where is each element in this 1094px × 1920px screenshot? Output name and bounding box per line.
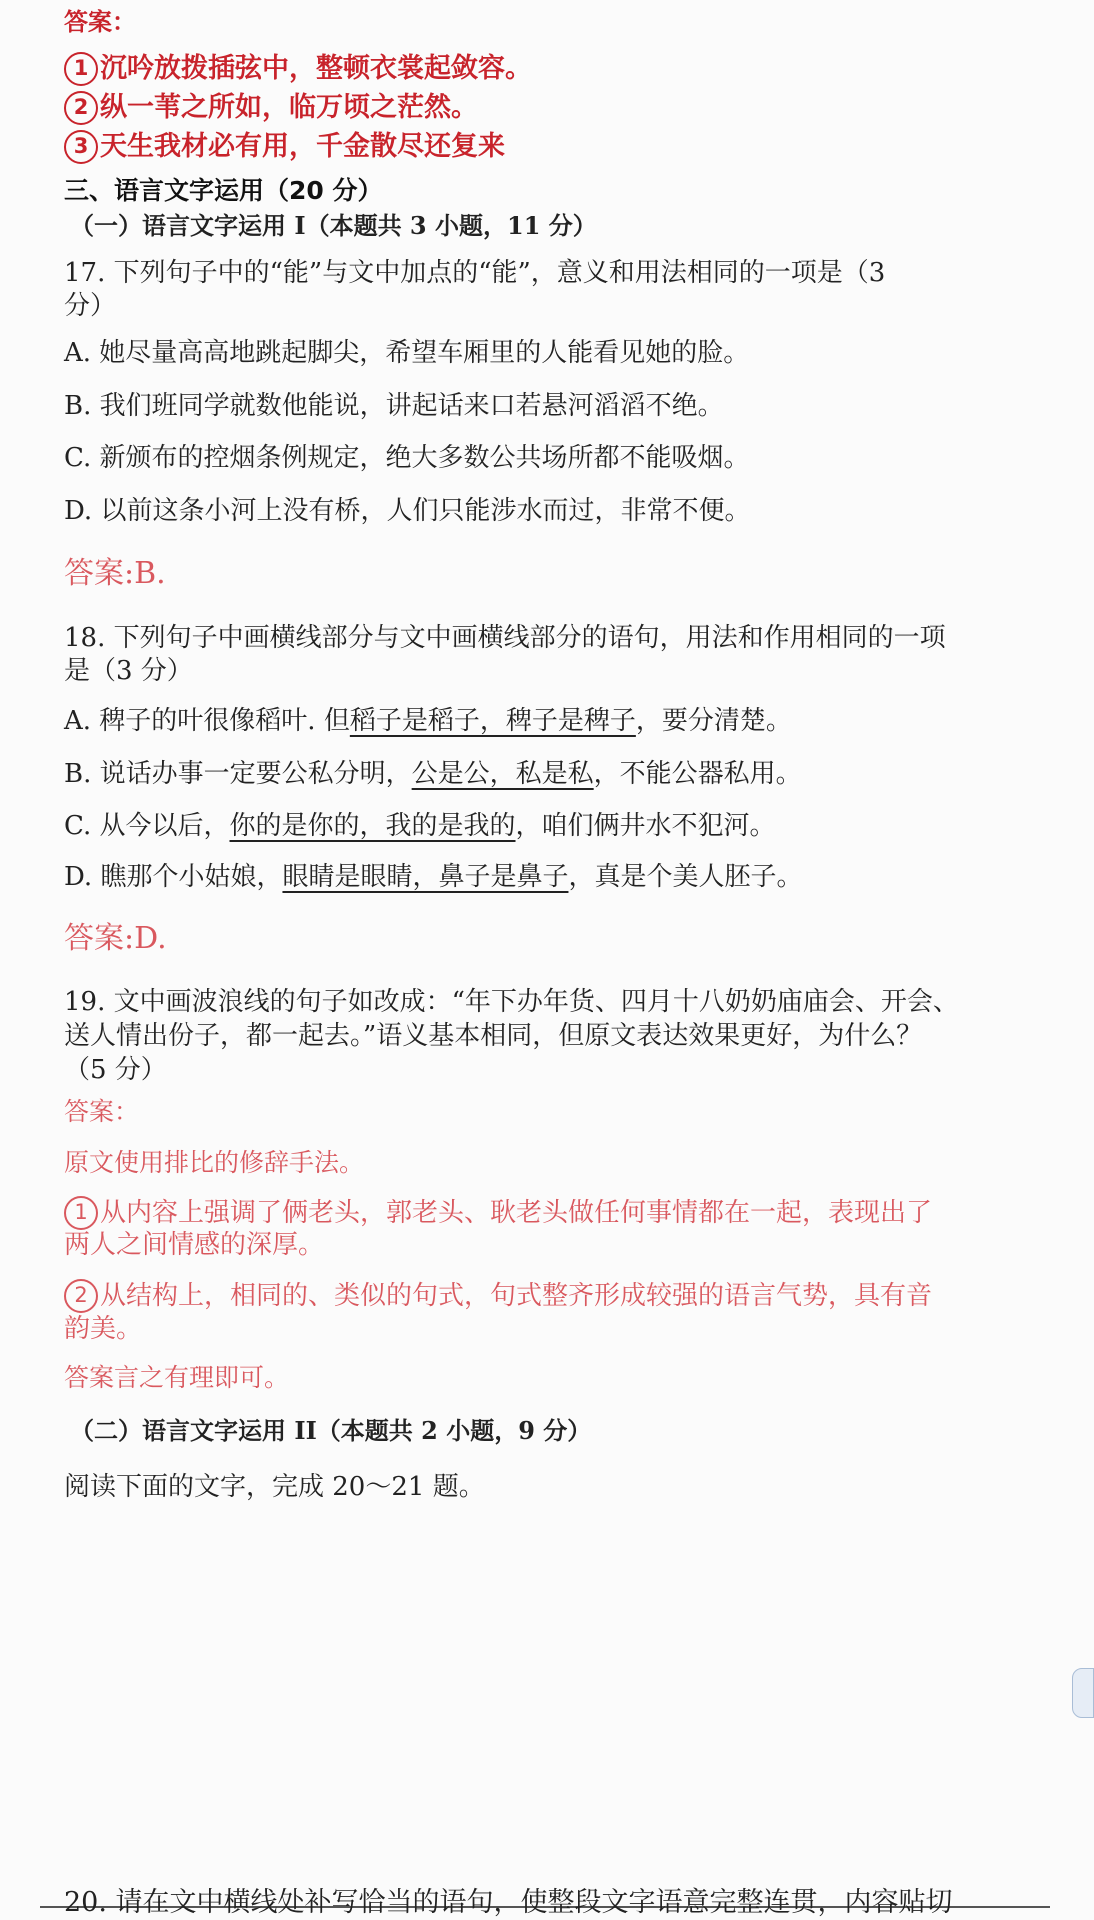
- q19-stem-line3: （5 分）: [64, 1055, 167, 1085]
- cut-off-question: [64, 1887, 953, 1920]
- q19-answer-intro: 原文使用排比的修辞手法。: [64, 1148, 365, 1177]
- point-text: 从结构上，相同的、类似的句式，句式整齐形成较强的语言气势，具有音: [100, 1281, 933, 1311]
- option-text: B. 说话办事一定要公私分明，: [64, 759, 412, 789]
- q19-answer-label: 答案：: [64, 1097, 140, 1126]
- answer-label-1: 答案：: [64, 8, 136, 36]
- q19-answer-note: 答案言之有理即可。: [64, 1363, 290, 1392]
- q17-option-c: C. 新颁布的控烟条例规定，绝大多数公共场所都不能吸烟。: [64, 443, 750, 473]
- underlined-text: 公是公，私是私: [411, 759, 594, 789]
- answer-item-text: 天生我材必有用，千金散尽还复来: [100, 131, 505, 162]
- q18-option-c: [64, 811, 776, 842]
- answer-item-2: [64, 91, 478, 125]
- q17-stem-line2: 分）: [64, 291, 117, 321]
- q19-point-2-line2: 韵美。: [64, 1314, 143, 1344]
- option-text: ，要分清楚。: [635, 706, 792, 736]
- q17-option-d: D. 以前这条小河上没有桥，人们只能涉水而过，非常不便。: [64, 496, 751, 526]
- underlined-text: 稻子是稻子，稗子是稗子: [349, 706, 636, 736]
- option-text: C. 从今以后，: [64, 811, 230, 841]
- reading-instruction: 阅读下面的文字，完成 20～21 题。: [64, 1472, 485, 1502]
- q19-stem-line1: 19. 文中画波浪线的句子如改成：“年下办年货、四月十八奶奶庙庙会、开会、: [64, 987, 959, 1017]
- q18-option-d: [64, 862, 802, 893]
- q18-stem-line2: 是（3 分）: [64, 656, 193, 686]
- q18-option-a: [64, 706, 792, 737]
- q18-answer: 答案:D.: [64, 921, 167, 956]
- option-text: ，不能公器私用。: [593, 759, 802, 789]
- section-title: 三、语言文字运用（20 分）: [64, 176, 383, 205]
- answer-item-1: [64, 52, 532, 86]
- circled-number-2: 2: [64, 91, 98, 125]
- q17-stem-line1: 17. 下列句子中的“能”与文中加点的“能”，意义和用法相同的一项是（3: [64, 258, 886, 288]
- q17-option-b: B. 我们班同学就数他能说，讲起话来口若悬河滔滔不绝。: [64, 391, 724, 421]
- q19-stem-line2: 送人情出份子，都一起去。”语义基本相同，但原文表达效果更好，为什么？: [64, 1021, 923, 1051]
- answer-item-text: 沉吟放拨插弦中，整顿衣裳起敛容。: [100, 53, 532, 84]
- circled-number-1: 1: [64, 52, 98, 86]
- floating-side-handle[interactable]: [1072, 1668, 1094, 1718]
- point-text: 从内容上强调了俩老头，郭老头、耿老头做任何事情都在一起，表现出了: [100, 1198, 933, 1228]
- q17-answer: 答案:B.: [64, 556, 166, 591]
- q19-point-2-line1: [64, 1279, 932, 1313]
- underlined-text: 眼睛是眼睛，鼻子是鼻子: [282, 862, 569, 892]
- circled-number-1: 1: [64, 1196, 98, 1230]
- underlined-text: 你的是你的，我的是我的: [229, 811, 516, 841]
- q18-stem-line1: 18. 下列句子中画横线部分与文中画横线部分的语句，用法和作用相同的一项: [64, 623, 946, 653]
- circled-number-3: 3: [64, 130, 98, 164]
- answer-item-text: 纵一苇之所如，临万顷之茫然。: [100, 92, 478, 123]
- subsection-title-1: （一）语言文字运用 I（本题共 3 小题，11 分）: [70, 211, 597, 240]
- option-text: ，真是个美人胚子。: [568, 862, 803, 892]
- answer-item-3: [64, 130, 505, 164]
- q19-point-1-line2: 两人之间情感的深厚。: [64, 1230, 325, 1260]
- circled-number-2: 2: [64, 1279, 98, 1313]
- q19-point-1-line1: [64, 1196, 932, 1230]
- cut-off-question-text: 20. 请在文中横线处补写恰当的语句，使整段文字语意完整连贯，内容贴切: [64, 1887, 953, 1918]
- option-text: D. 瞧那个小姑娘，: [64, 862, 283, 892]
- option-text: ，咱们俩井水不犯河。: [515, 811, 776, 841]
- option-text: A. 稗子的叶很像稻叶. 但: [64, 706, 350, 736]
- q18-option-b: [64, 759, 802, 790]
- q17-option-a: A. 她尽量高高地跳起脚尖，希望车厢里的人能看见她的脸。: [64, 338, 750, 368]
- subsection-title-2: （二）语言文字运用 II（本题共 2 小题，9 分）: [70, 1416, 592, 1445]
